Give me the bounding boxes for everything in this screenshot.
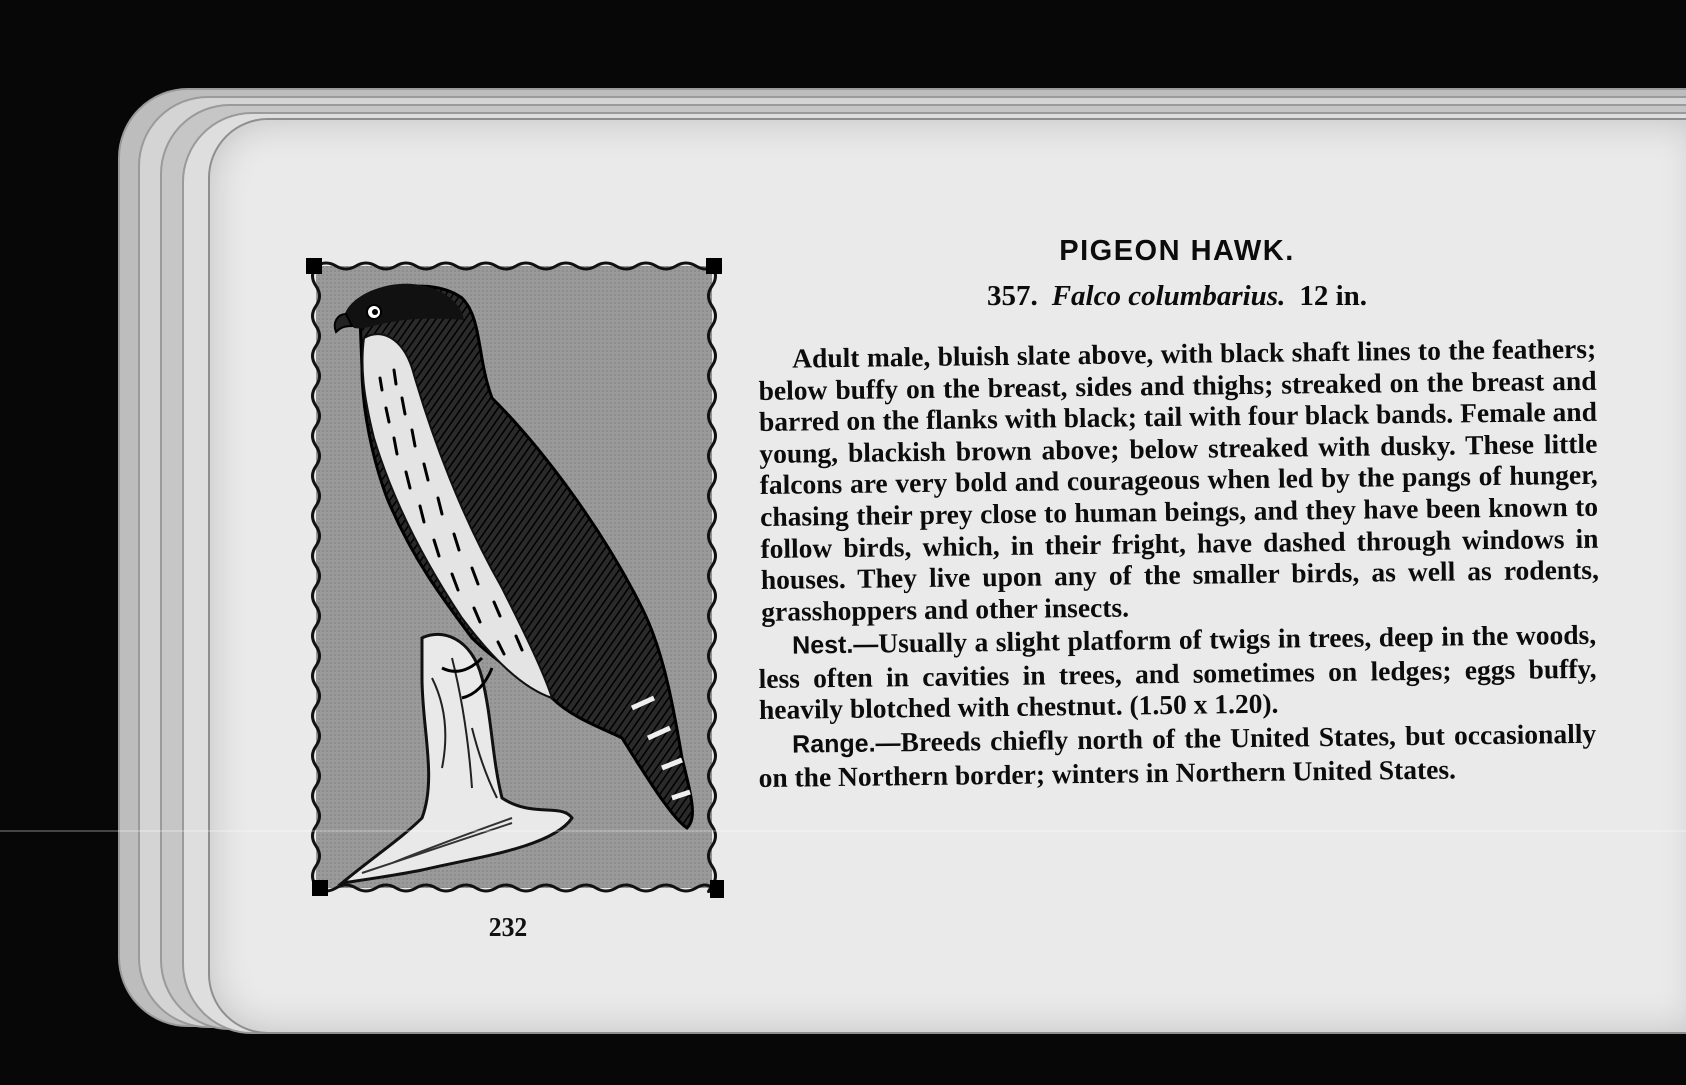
range-label: Range.— [792,729,901,759]
nest-label: Nest.— [792,630,879,660]
page-number: 232 [488,912,528,942]
entry-number: 357. [986,280,1038,312]
entry-text [758,235,1600,793]
entry-subtitle [758,280,1596,313]
range-text: Breeds chiefly north of the United States, but occasionally on the Northern border; winters in Northern United States. [758,717,1597,793]
nest-text: Usually a slight platform of twigs in trees, deep in the woods, less often in cavities in trees, and sometimes on ledges; eggs buffy, heavily blotched with chestnut. (1.50 x 1.20). [758,619,1597,726]
entry-title: PIGEON HAWK. [1059,235,1295,267]
latin-name: Falco columbarius. [1051,280,1286,312]
bird-length: 12 in. [1299,280,1368,312]
scan-line [0,830,1686,832]
nest-paragraph [758,619,1597,726]
range-paragraph [758,718,1597,793]
bird-illustration [302,258,726,898]
description-paragraph: Adult male, bluish slate above, with black shaft lines to the feathers; below buffy on the breast, sides and thighs; streaked on the breast and barred on the flanks with black; tail with four black bands. Female and young, blackish brown above; below streaked with dusky. These little falcons are very bold and courageous when led by the pangs of hunger, chasing their prey close to human beings, and they have been known to follow birds, which, in their fright, have dashed through windows in houses. They live upon any of the smaller birds, as well as rodents, grasshoppers and other insects. [758,332,1600,627]
